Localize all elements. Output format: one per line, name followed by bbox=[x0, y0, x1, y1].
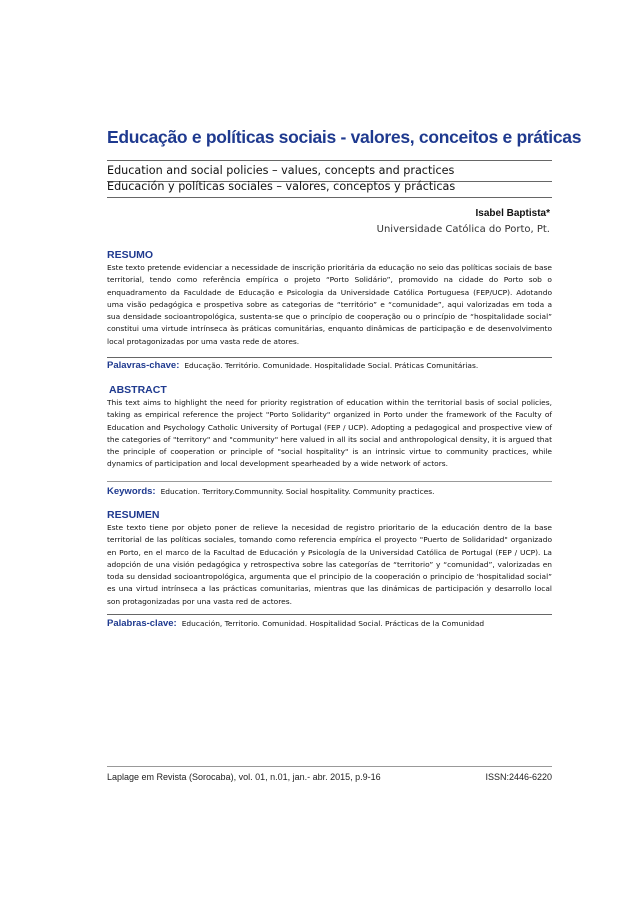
abstract-text: This text aims to highlight the need for priority registration of education within the territorial basis of social policies, taking as empirical reference the project "Porto Solidarity" organized in Porto under the framework of the Faculty of Education and Psychology Catholic University of Portugal (FEP / UCP). Adopting a pedagogical and prospective view of the categories of "territory" and "community" here valued in all its social and anthropological density, it is argued that the principle of cooperation or principle of "social hospitality" is an intrinsic virtue to community practices, while dynamics of participation and local development spearheaded by a wide network of actors. bbox=[107, 398, 552, 469]
abstract-divider bbox=[107, 481, 552, 482]
resumo-keywords-label: Palavras-chave: bbox=[107, 360, 180, 371]
abstract-heading: ABSTRACT bbox=[109, 384, 167, 396]
footer-journal-citation: Laplage em Revista (Sorocaba), vol. 01, n.01, jan.- abr. 2015, p.9-16 bbox=[107, 772, 381, 782]
resumo-heading: RESUMO bbox=[107, 249, 154, 261]
resumen-keywords bbox=[107, 618, 552, 629]
abstract-keywords-text: Education. Territory.Communnity. Social hospitality. Community practices. bbox=[160, 487, 435, 496]
resumo-divider bbox=[107, 357, 552, 358]
resumo-keywords bbox=[107, 360, 552, 371]
title-divider-3 bbox=[107, 197, 552, 198]
title-spanish: Educación y políticas sociales – valores, conceptos y prácticas bbox=[107, 180, 456, 193]
resumo-keywords-text: Educação. Território. Comunidade. Hospitalidade Social. Práticas Comunitárias. bbox=[184, 361, 479, 370]
author-name: Isabel Baptista* bbox=[475, 208, 550, 219]
author-affiliation: Universidade Católica do Porto, Pt. bbox=[376, 224, 550, 235]
title-portuguese: Educação e políticas sociais - valores, conceitos e práticas bbox=[107, 127, 582, 147]
resumen-text: Este texto tiene por objeto poner de relieve la necesidad de registro prioritario de la educación dentro de la base territorial de las políticas sociales, tomando como referencia empírica el proyecto "Puerto de Solidaridad" organizado en Porto, en el marco de la Facultad de Educación y Psicología de la Universidad Católica de Portugal (FEP / UCP). La adopción de una visión pedagógica y retrospectiva sobre las categorías de “territorio” y “comunidad”, valorizadas en toda su densidad socioantropológica, argumenta que el principio de la cooperación o principio de 'hospitalidad social” es una virtud intrínseca a las prácticas comunitarias, mientras que las dinámicas de participación y desarrollo local son protagonizadas por una vasta red de actores. bbox=[107, 523, 552, 606]
abstract-keywords bbox=[107, 486, 552, 497]
title-divider-1 bbox=[107, 160, 552, 161]
resumen-heading: RESUMEN bbox=[107, 509, 160, 521]
resumen-divider bbox=[107, 614, 552, 615]
footer-divider bbox=[107, 766, 552, 767]
resumen-keywords-label: Palabras-clave: bbox=[107, 618, 177, 629]
resumen-keywords-text: Educación, Territorio. Comunidad. Hospitalidad Social. Prácticas de la Comunidad bbox=[181, 619, 485, 628]
footer-issn: ISSN:2446-6220 bbox=[485, 772, 552, 782]
title-english: Education and social policies – values, concepts and practices bbox=[107, 164, 455, 177]
abstract-keywords-label: Keywords: bbox=[107, 486, 156, 497]
resumo-text: Este texto pretende evidenciar a necessidade de inscrição prioritária da educação no seio das políticas sociais de base territorial, tendo como referência empírica o projeto “Porto Solidário”, promovido na cidade do Porto sob o enquadramento da Faculdade de Educação e Psicologia da Universidade Católica Portuguesa (FEP/UCP). Adotando uma visão pedagógica e prospetiva sobre as categorias de “território” e “comunidade”, aqui valorizadas em toda a sua densidade socioantropológica, sustenta-se que o princípio de cooperação ou o princípio de “hospitalidade social” constitui uma virtude intrínseca às práticas comunitárias, enquanto dinâmicas de participação e de desenvolvimento local protagonizadas por uma vasta rede de atores. bbox=[107, 263, 552, 346]
page-footer bbox=[107, 772, 552, 782]
